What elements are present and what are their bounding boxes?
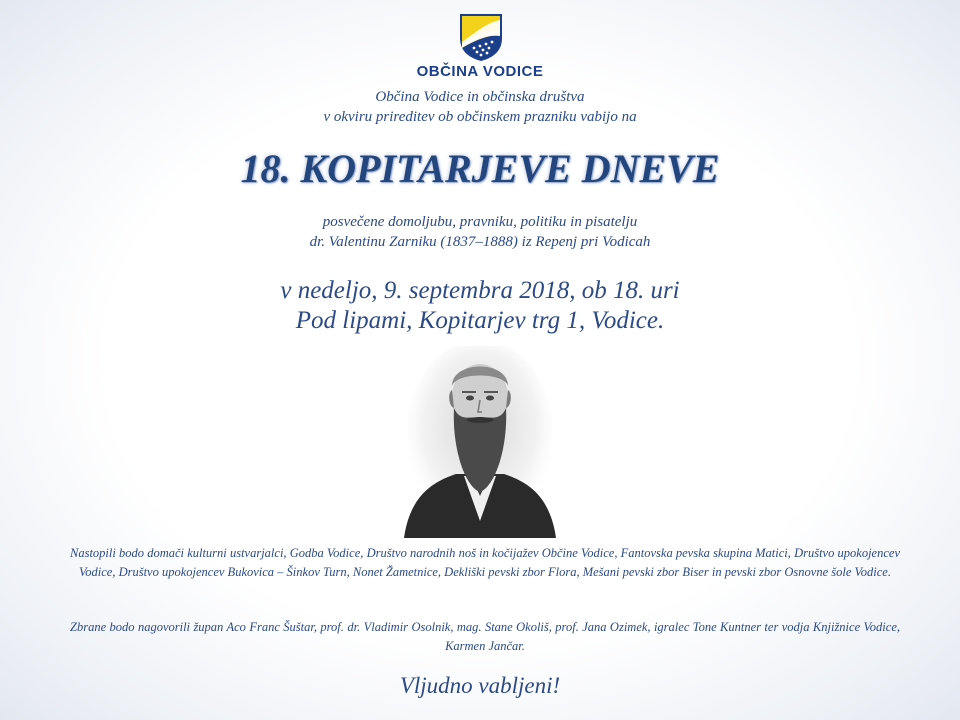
org-name: OBČINA VODICE (416, 63, 544, 80)
dedication-line-1: posvečene domoljubu, pravniku, politiku in pisatelju (322, 214, 638, 230)
event-date: v nedeljo, 9. septembra 2018, ob 18. uri (280, 277, 680, 304)
intro-text (0, 87, 960, 127)
portrait-engraving-icon (404, 346, 556, 538)
event-when-where (0, 276, 960, 336)
performers-paragraph: Nastopili bodo domači kulturni ustvarjalci, Godba Vodice, Društvo narodnih noš in kočijažev Občine Vodice, Fantovska pevska skupina Matici, Društvo upokojencev Vodice, Društvo upokojencev Bukovica – Šinkov Turn, Nonet Žametnice, Dekliški pevski zbor Flora, Mešani pevski zbor Biser in pevski zbor Osnovne šole Vodice. (70, 546, 900, 579)
intro-line-2: v okviru prireditev ob občinskem prazniku vabijo na (323, 109, 637, 125)
speakers-paragraph: Zbrane bodo nagovorili župan Aco Franc Šuštar, prof. dr. Vladimir Osolnik, mag. Stane Okoliš, prof. Jana Ozimek, igralec Tone Kuntner ter vodja Knjižnice Vodice, Karmen Jančar. (70, 620, 900, 653)
event-title: 18. KOPITARJEVE DNEVE (240, 146, 720, 191)
municipal-coat-of-arms-icon (458, 12, 504, 62)
dedication-text (0, 212, 960, 252)
closing-text: Vljudno vabljeni! (399, 673, 561, 698)
event-place: Pod lipami, Kopitarjev trg 1, Vodice. (295, 307, 665, 334)
dedication-line-2: dr. Valentinu Zarniku (1837–1888) iz Repenj pri Vodicah (309, 234, 651, 250)
intro-line-1: Občina Vodice in občinska društva (375, 89, 585, 105)
